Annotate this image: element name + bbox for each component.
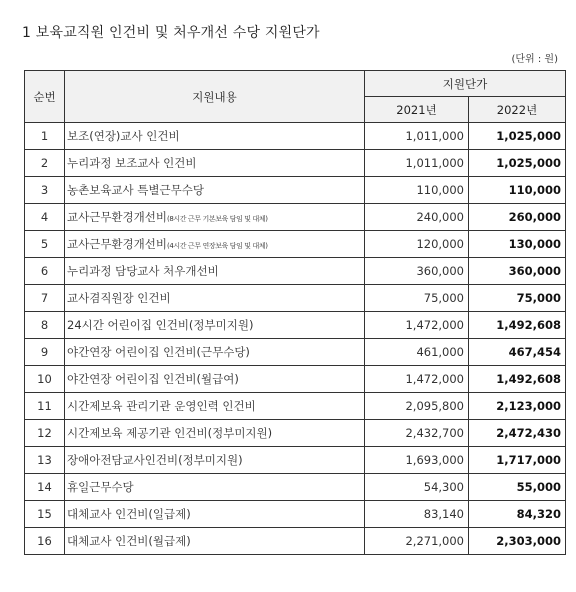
row-content: [65, 474, 365, 501]
row-content: [65, 204, 365, 231]
row-number: 5: [25, 231, 65, 258]
row-number: 3: [25, 177, 65, 204]
value-2021: 1,693,000: [365, 447, 469, 474]
row-content: [65, 528, 365, 555]
row-content-text: 보조(연장)교사 인건비: [67, 129, 180, 143]
value-2022: 1,025,000: [469, 123, 566, 150]
row-content-text: 시간제보육 관리기관 운영인력 인건비: [67, 399, 256, 413]
unit-label: (단위 : 원): [511, 54, 558, 65]
value-2022: 1,025,000: [469, 150, 566, 177]
row-content: [65, 447, 365, 474]
row-number: 2: [25, 150, 65, 177]
row-content-text: 장애아전담교사인건비(정부미지원): [67, 453, 243, 467]
value-2021: 240,000: [365, 204, 469, 231]
document-title: 1 보육교직원 인건비 및 처우개선 수당 지원단가: [22, 25, 320, 41]
row-content-text: 교사근무환경개선비: [67, 237, 167, 251]
value-2022: 2,123,000: [469, 393, 566, 420]
row-content: [65, 285, 365, 312]
header-support-rate: 지원단가: [365, 71, 566, 97]
table-row: [25, 501, 566, 528]
table-row: [25, 285, 566, 312]
row-number: 11: [25, 393, 65, 420]
row-content-note: (8시간 근무 기본보육 담임 및 대체): [166, 215, 268, 223]
table-row: [25, 393, 566, 420]
row-content-text: 누리과정 보조교사 인건비: [67, 156, 197, 170]
row-content: [65, 366, 365, 393]
row-number: 14: [25, 474, 65, 501]
row-content-text: 휴일근무수당: [67, 480, 134, 494]
value-2021: 2,432,700: [365, 420, 469, 447]
row-content-text: 누리과정 담당교사 처우개선비: [67, 264, 219, 278]
value-2022: 260,000: [469, 204, 566, 231]
value-2021: 2,095,800: [365, 393, 469, 420]
row-content-text: 대체교사 인건비(일급제): [67, 507, 191, 521]
value-2021: 461,000: [365, 339, 469, 366]
row-number: 16: [25, 528, 65, 555]
value-2022: 2,472,430: [469, 420, 566, 447]
row-content: [65, 231, 365, 258]
value-2021: 2,271,000: [365, 528, 469, 555]
table-row: [25, 150, 566, 177]
row-content-text: 농촌보육교사 특별근무수당: [67, 183, 204, 197]
row-content-text: 24시간 어린이집 인건비(정부미지원): [67, 318, 254, 332]
row-content-note: (4시간 근무 연장보육 담임 및 대체): [166, 242, 268, 250]
row-content: [65, 123, 365, 150]
row-number: 15: [25, 501, 65, 528]
row-content-text: 교사근무환경개선비: [67, 210, 167, 224]
row-number: 12: [25, 420, 65, 447]
row-number: 4: [25, 204, 65, 231]
row-number: 6: [25, 258, 65, 285]
value-2022: 130,000: [469, 231, 566, 258]
support-rate-table: [24, 70, 566, 555]
value-2021: 120,000: [365, 231, 469, 258]
value-2021: 83,140: [365, 501, 469, 528]
value-2021: 110,000: [365, 177, 469, 204]
value-2022: 75,000: [469, 285, 566, 312]
row-content-text: 교사겸직원장 인건비: [67, 291, 171, 305]
row-number: 7: [25, 285, 65, 312]
table-row: [25, 204, 566, 231]
row-number: 1: [25, 123, 65, 150]
value-2022: 84,320: [469, 501, 566, 528]
row-number: 13: [25, 447, 65, 474]
row-number: 10: [25, 366, 65, 393]
header-2022: 2022년: [469, 97, 566, 123]
value-2022: 360,000: [469, 258, 566, 285]
row-content-text: 시간제보육 제공기관 인건비(정부미지원): [67, 426, 273, 440]
value-2021: 1,472,000: [365, 312, 469, 339]
value-2022: 1,492,608: [469, 366, 566, 393]
value-2021: 1,472,000: [365, 366, 469, 393]
row-content: [65, 501, 365, 528]
table-row: [25, 474, 566, 501]
row-content-text: 야간연장 어린이집 인건비(월급여): [67, 372, 239, 386]
row-content: [65, 258, 365, 285]
row-content-text: 야간연장 어린이집 인건비(근무수당): [67, 345, 250, 359]
header-no: 순번: [25, 71, 65, 123]
value-2021: 1,011,000: [365, 150, 469, 177]
table-row: [25, 231, 566, 258]
header-2021: 2021년: [365, 97, 469, 123]
value-2022: 467,454: [469, 339, 566, 366]
table-row: [25, 366, 566, 393]
table-row: [25, 177, 566, 204]
header-content: 지원내용: [65, 71, 365, 123]
table-row: [25, 528, 566, 555]
value-2022: 2,303,000: [469, 528, 566, 555]
row-number: 8: [25, 312, 65, 339]
table-row: [25, 447, 566, 474]
value-2022: 55,000: [469, 474, 566, 501]
row-content: [65, 177, 365, 204]
row-content: [65, 393, 365, 420]
row-content: [65, 312, 365, 339]
row-content: [65, 339, 365, 366]
value-2021: 54,300: [365, 474, 469, 501]
table-row: [25, 123, 566, 150]
table-row: [25, 258, 566, 285]
row-content: [65, 420, 365, 447]
table-row: [25, 420, 566, 447]
value-2021: 360,000: [365, 258, 469, 285]
value-2021: 75,000: [365, 285, 469, 312]
table-row: [25, 339, 566, 366]
value-2021: 1,011,000: [365, 123, 469, 150]
value-2022: 1,492,608: [469, 312, 566, 339]
row-content-text: 대체교사 인건비(월급제): [67, 534, 191, 548]
table-row: [25, 312, 566, 339]
row-content: [65, 150, 365, 177]
value-2022: 1,717,000: [469, 447, 566, 474]
row-number: 9: [25, 339, 65, 366]
value-2022: 110,000: [469, 177, 566, 204]
